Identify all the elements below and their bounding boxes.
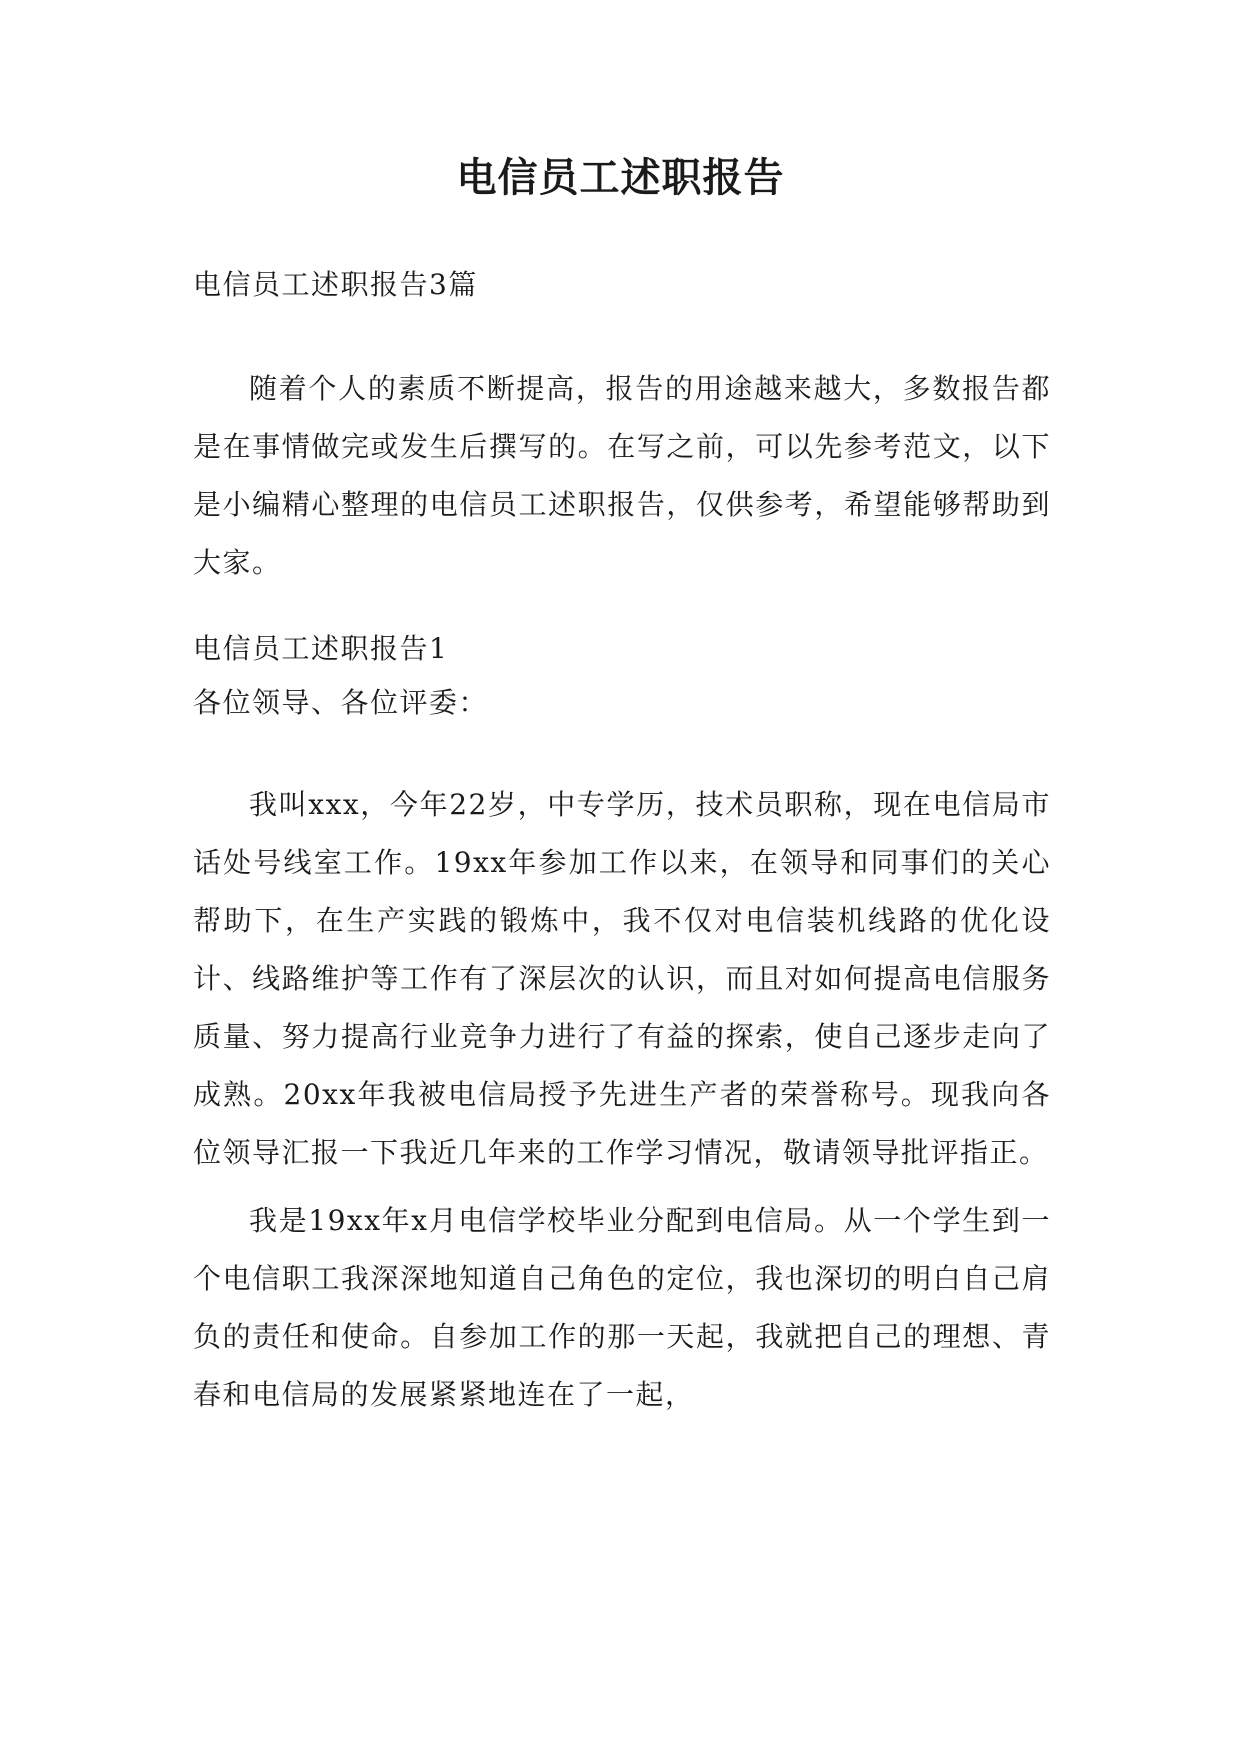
document-title: 电信员工述职报告 [456, 154, 785, 201]
salutation: 各位领导、各位评委： [193, 686, 489, 719]
body-paragraph-1: 我叫xxx，今年22岁，中专学历，技术员职称，现在电信局市话处号线室工作。19xx年参加工作以来，在领导和同事们的关心帮助下，在生产实践的锻炼中，我不仅对电信装机线路的优化设计、线路维护等工作有了深层次的认识，而且对如何提高电信服务质量、努力提高行业竞争力进行了有益的探索，使自己逐步走向了成熟。20xx年我被电信局授予先进生产者的荣誉称号。现我向各位领导汇报一下我近几年来的工作学习情况，敬请领导批评指正。 [193, 788, 1051, 1169]
section-heading: 电信员工述职报告1 [193, 632, 449, 665]
body-paragraph-2: 我是19xx年x月电信学校毕业分配到电信局。从一个学生到一个电信职工我深深地知道自己角色的定位，我也深切的明白自己肩负的责任和使命。自参加工作的那一天起，我就把自己的理想、青春和电信局的发展紧紧地连在了一起， [193, 1204, 1051, 1411]
document-subtitle: 电信员工述职报告3篇 [193, 268, 478, 301]
intro-paragraph: 随着个人的素质不断提高，报告的用途越来越大，多数报告都是在事情做完或发生后撰写的。在写之前，可以先参考范文，以下是小编精心整理的电信员工述职报告，仅供参考，希望能够帮助到大家。 [193, 372, 1051, 579]
